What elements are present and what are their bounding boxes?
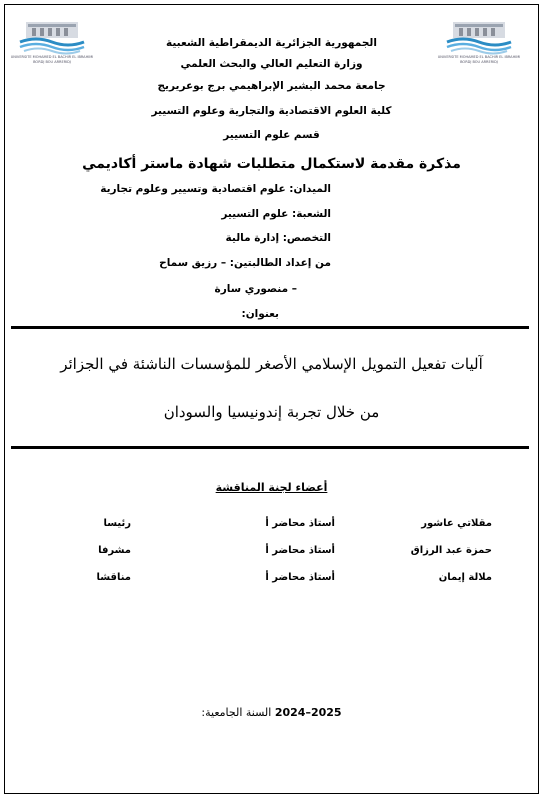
department-line: قسم علوم التسيير	[223, 129, 320, 141]
svg-text:UNIVERSITE MOHAMED EL BACHIR E: UNIVERSITE MOHAMED EL BACHIR EL IBRAHIMI	[437, 55, 521, 59]
member-rank: أستاذ محاضر أ	[265, 545, 335, 556]
memo-title: مذكرة مقدمة لاستكمال متطلبات شهادة ماستر أكاديمي	[82, 156, 461, 172]
member-rank: أستاذ محاضر أ	[265, 518, 335, 529]
academic-year-value: 2024–2025	[274, 706, 342, 719]
committee-member-row	[0, 517, 543, 531]
republic-line: الجمهورية الجزائرية الديمقراطية الشعبية	[166, 37, 377, 49]
svg-text:BORDJ BOU ARRERIDJ: BORDJ BOU ARRERIDJ	[33, 60, 71, 64]
committee-heading: أعضاء لجنة المناقشة	[215, 481, 328, 494]
second-student: – منصوري سارة	[214, 283, 297, 295]
title-label: بعنوان:	[241, 308, 279, 320]
branch-field: الشعبة: علوم التسيير	[221, 208, 331, 220]
member-name: ملالة إيمان	[438, 572, 492, 583]
ministry-line: وزارة التعليم العالي والبحث العلمي	[180, 58, 363, 70]
committee-member-row	[0, 544, 543, 558]
academic-year	[0, 706, 543, 720]
committee-member-row	[0, 571, 543, 585]
specialty-field: التخصص: إدارة مالية	[225, 232, 331, 244]
university-line: جامعة محمد البشير الإبراهيمي برج بوعريريج	[157, 80, 386, 92]
page-border	[4, 4, 539, 794]
svg-text:BORDJ BOU ARRERIDJ: BORDJ BOU ARRERIDJ	[460, 60, 498, 64]
member-name: مقلاتي عاشور	[421, 518, 492, 529]
faculty-line: كلية العلوم الاقتصادية والتجارية وعلوم التسيير	[151, 105, 392, 117]
member-role: رئيسا	[103, 518, 131, 529]
top-rule	[11, 326, 529, 329]
member-role: مشرفا	[98, 545, 131, 556]
member-role: مناقشا	[96, 572, 131, 583]
academic-year-label: السنة الجامعية:	[201, 706, 272, 719]
member-rank: أستاذ محاضر أ	[265, 572, 335, 583]
member-name: حمزة عبد الرزاق	[410, 545, 492, 556]
svg-text:UNIVERSITE MOHAMED EL BACHIR E: UNIVERSITE MOHAMED EL BACHIR EL IBRAHIMI	[10, 55, 94, 59]
bottom-rule	[11, 446, 529, 449]
prepared-by-field: من إعداد الطالبتين: – رزيق سماح	[159, 257, 331, 269]
domain-field: الميدان: علوم اقتصادية وتسيير وعلوم تجارية	[100, 183, 331, 195]
thesis-title-line2: من خلال تجربة إندونيسيا والسودان	[163, 403, 380, 421]
thesis-title-line1: آليات تفعيل التمويل الإسلامي الأصغر للمؤسسات الناشئة في الجزائر	[60, 355, 483, 373]
